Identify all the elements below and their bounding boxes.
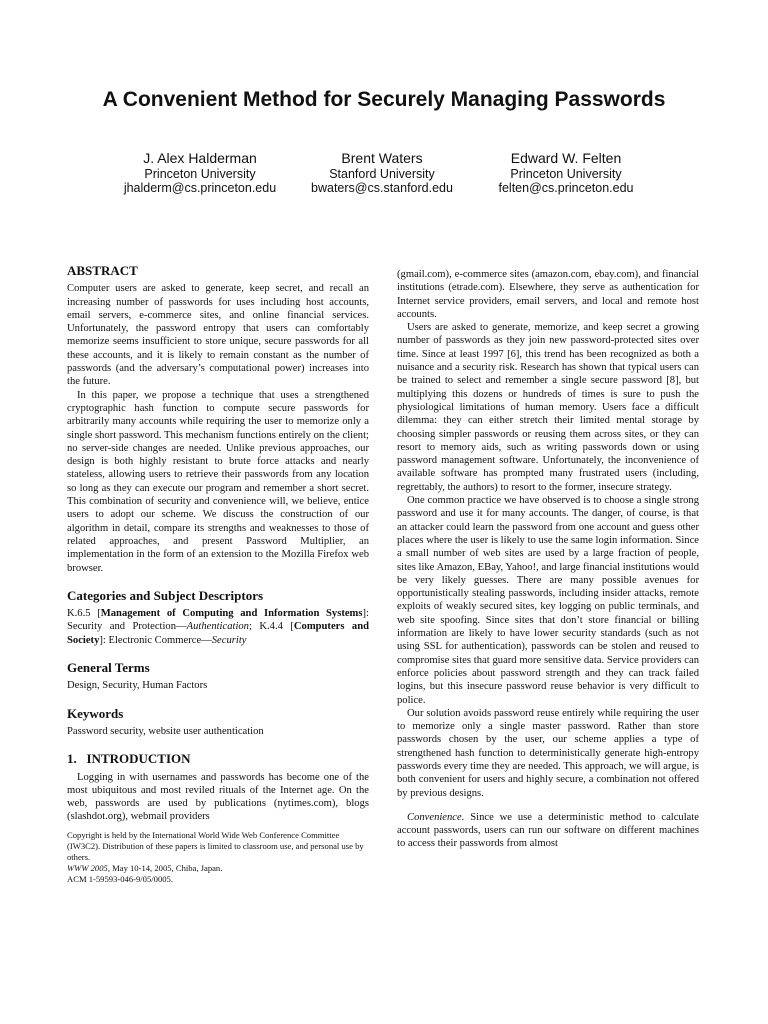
author-email: jhalderm@cs.princeton.edu (123, 181, 277, 195)
left-column (67, 264, 369, 885)
categories-heading: Categories and Subject Descriptors (67, 587, 264, 603)
abstract-heading: ABSTRACT (67, 263, 138, 278)
convenience-paragraph: Convenience. Since we use a deterministic method to calculate account passwords, users can run our software on different machines to access their passwords from almost (397, 811, 699, 850)
acm-line: ACM 1-59593-046-9/05/0005. (67, 873, 173, 884)
author-affiliation: Princeton University (510, 167, 622, 181)
abstract-paragraph-2: In this paper, we propose a technique that uses a strengthened cryptographic hash function to compute secure passwords for arbitrarily many accounts while requiring the user to memorize only a single short password. This mechanism functions entirely on the client; no server-side changes are needed. Unlike previous approaches, our design is both highly resistant to brute force attacks and nearly stateless, allowing users to retrieve their passwords from any location so long as they can execute our program and remember a short secret. This combination of security and convenience will, we believe, entice users to adopt our scheme. We discuss the construction of our algorithm in detail, compare its strengths and weaknesses to those of related approaches, and present Password Multiplier, an implementation in the form of an extension to the Mozilla Firefox web browser. (67, 389, 369, 574)
introduction-paragraph-1: Logging in with usernames and passwords has become one of the most ubiquitous and most reviled rituals of the Internet age. On the web, passwords are used by publications (nytimes.com), blogs (slashdot.org), webmail providers (67, 771, 369, 823)
intro-paragraph-2: Users are asked to generate, memorize, and keep secret a growing number of passwords as they join new password-protected sites over time. Since at least 1997 [6], this trend has been recognized as both a nuisance and a security risk. Research has shown that typical users can be trained to select and remember a single secure password [8], but multiplying this dozens or hundreds of times is sure to push the physiological limitations of human memory. Users face a difficult dilemma: they can either stretch their limited mental storage by choosing simpler passwords or reusing them across sites, or they can resort to memory aids, such as writing passwords down or using password management software. Unfortunately, the inconvenience of available software has prompted many frustrated users (including, regrettably, the authors) to resort to the former, insecure strategy. (397, 322, 699, 493)
author-affiliation: Princeton University (144, 167, 256, 181)
categories-text: K.6.5 [Management of Computing and Information Systems]: Security and Protection—Authentication; K.4.4 [Computers and Society]: Electronic Commerce—Security (67, 608, 369, 646)
intro-paragraph-3: One common practice we have observed is to choose a single strong password and use it for many accounts. The danger, of course, is that an attacker could learn the password from one account and guess other places where the user is likely to use the same login information. Since a small number of web sites are used by a large fraction of people, sites like Amazon, EBay, Yahoo!, and large financial institutions would be very likely guesses. There are many possible avenues for opportunistically stealing passwords, including insider attacks, remote exploits of weakly secured sites, key logging on public terminals, and web site spoofing. Since sites that don’t store financial or billing information are likely to have lower security standards (such as not using SSL for authentication), passwords can be stolen and reused to compromise sites that guard more sensitive data. Service providers can enforce policies about password strength and they can track failed logins, but this insecure password reuse behavior is very difficult to police. (397, 495, 699, 706)
introduction-heading: 1. INTRODUCTION (67, 751, 191, 767)
right-column (397, 268, 699, 851)
paper-title: A Convenient Method for Securely Managing Passwords (102, 88, 666, 111)
abstract-paragraph-1: Computer users are asked to generate, keep secret, and recall an increasing number of passwords for uses including host accounts, email servers, e-commerce sites, and online financial services. Unfortunately, the password entropy that users can comfortably memorize seems insufficient to store unique, secure passwords for all these accounts, and it is likely to remain constant as the number of passwords (and the adversary’s computational power) increases into the future. (67, 283, 369, 388)
author-email: felten@cs.princeton.edu (498, 181, 634, 195)
author-block-3 (456, 150, 676, 195)
copyright-notice (67, 830, 369, 885)
copyright-line: Copyright is held by the International World Wide Web Conference Committee (IW3C2). Distribution of these papers is limited to classroom use, and personal use by others. (67, 829, 364, 862)
author-name: Edward W. Felten (510, 150, 622, 166)
author-email: bwaters@cs.stanford.edu (311, 181, 453, 195)
author-name: Brent Waters (341, 150, 423, 166)
intro-paragraph-4: Our solution avoids password reuse entirely while requiring the user to memorize only a single master password. Rather than store passwords chosen by the user, our scheme applies a type of strengthened hash function to deterministically generate high-entropy passwords every time they are needed. This approach, we will argue, is both convenient for users and highly secure, a combination not offered by previous designs. (397, 707, 699, 799)
keywords-text: Password security, website user authentication (67, 725, 264, 737)
conference-line: WWW 2005, May 10-14, 2005, Chiba, Japan. (67, 862, 223, 873)
intro-continued-paragraph: (gmail.com), e-commerce sites (amazon.com, ebay.com), and financial institutions (etrade.com). Elsewhere, they serve as authentication for Internet service providers, email servers, and local and remote host accounts. (397, 269, 699, 320)
author-name: J. Alex Halderman (143, 150, 257, 166)
general-terms-heading: General Terms (67, 660, 150, 676)
author-affiliation: Stanford University (329, 167, 435, 181)
general-terms-text: Design, Security, Human Factors (67, 680, 208, 692)
keywords-heading: Keywords (67, 705, 124, 721)
